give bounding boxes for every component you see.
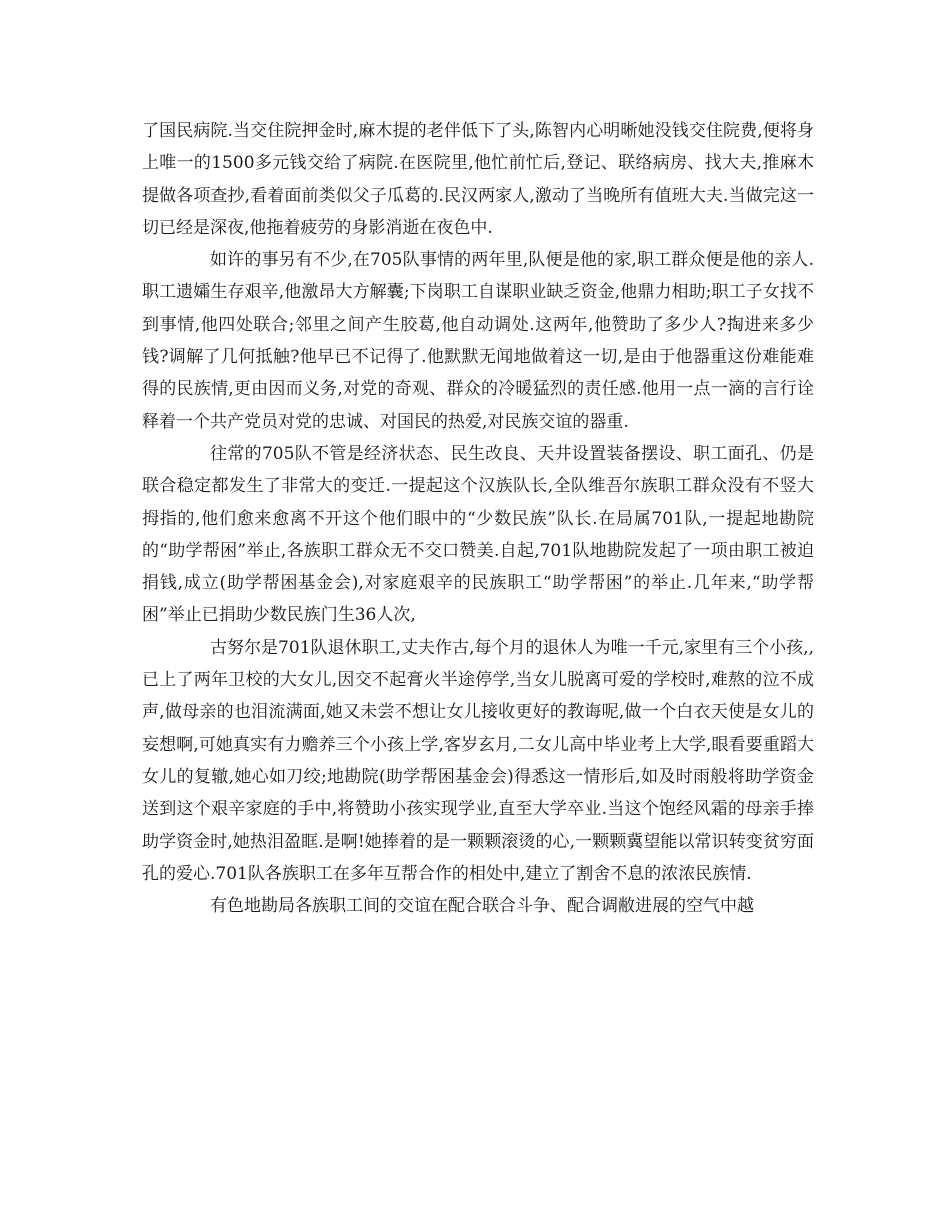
paragraph-4: 古努尔是701队退休职工,丈夫作古,每个月的退休人为唯一千元,家里有三个小孩,,已上了两年卫校的大女儿,因交不起膏火半途停学,当女儿脱离可爱的学校时,难熬的泣不成声,做母亲的也泪流满面,她又未尝不想让女儿接收更好的教诲呢,做一个白衣天使是女儿的妄想啊,可她真实有力赡养三个小孩上学,客岁玄月,二女儿高中毕业考上大学,眼看要重蹈大女儿的复辙,她心如刀绞;地勘院(助学帮困基金会)得悉这一情形后,如及时雨般将助学资金送到这个艰辛家庭的手中,将赞助小孩实现学业,直至大学卒业.当这个饱经风霜的母亲手捧助学资金时,她热泪盈眶.是啊!她捧着的是一颗颗滚烫的心,一颗颗冀望能以常识转变贫穷面孔的爱心.701队各族职工在多年互帮合作的相处中,建立了割舍不息的浓浓民族情. [142,637,814,884]
paragraph-2: 如许的事另有不少,在705队事情的两年里,队便是他的家,职工群众便是他的亲人.职工遗孀生存艰辛,他激昂大方解囊;下岗职工自谋职业缺乏资金,他鼎力相助;职工子女找不到事情,他四处联合;邻里之间产生胶葛,他自动调处.这两年,他赞助了多少人?掏进来多少钱?调解了几何抵触?他早已不记得了.他默默无闻地做着这一切,是由于他器重这份难能难得的民族情,更由因而义务,对党的奇观、群众的冷暖猛烈的责任感.他用一点一滴的言行诠释着一个共产党员对党的忠诚、对国民的热爱,对民族交谊的器重. [142,250,814,432]
paragraph-5: 有色地勘局各族职工间的交谊在配合联合斗争、配合调敝进展的空气中越 [210,896,754,917]
document-body [142,115,814,922]
paragraph-1: 了国民病院.当交住院押金时,麻木提的老伴低下了头,陈智内心明晰她没钱交住院费,便将身上唯一的1500多元钱交给了病院.在医院里,他忙前忙后,登记、联络病房、找大夫,推麻木提做各项查抄,看着面前类似父子瓜葛的.民汉两家人,激动了当晚所有值班大夫.当做完这一切已经是深夜,他拖着疲劳的身影消逝在夜色中. [142,121,814,238]
paragraph-3: 往常的705队不管是经济状态、民生改良、天井设置装备摆设、职工面孔、仍是联合稳定都发生了非常大的变迁.一提起这个汉族队长,全队维吾尔族职工群众没有不竖大拇指的,他们愈来愈离不开这个他们眼中的“少数民族”队长.在局属701队,一提起地勘院的“助学帮困”举止,各族职工群众无不交口赞美.自起,701队地勘院发起了一项由职工被迫捐钱,成立(助学帮困基金会),对家庭艰辛的民族职工“助学帮困”的举止.几年来,“助学帮困”举止已捐助少数民族门生36人次, [142,443,814,626]
